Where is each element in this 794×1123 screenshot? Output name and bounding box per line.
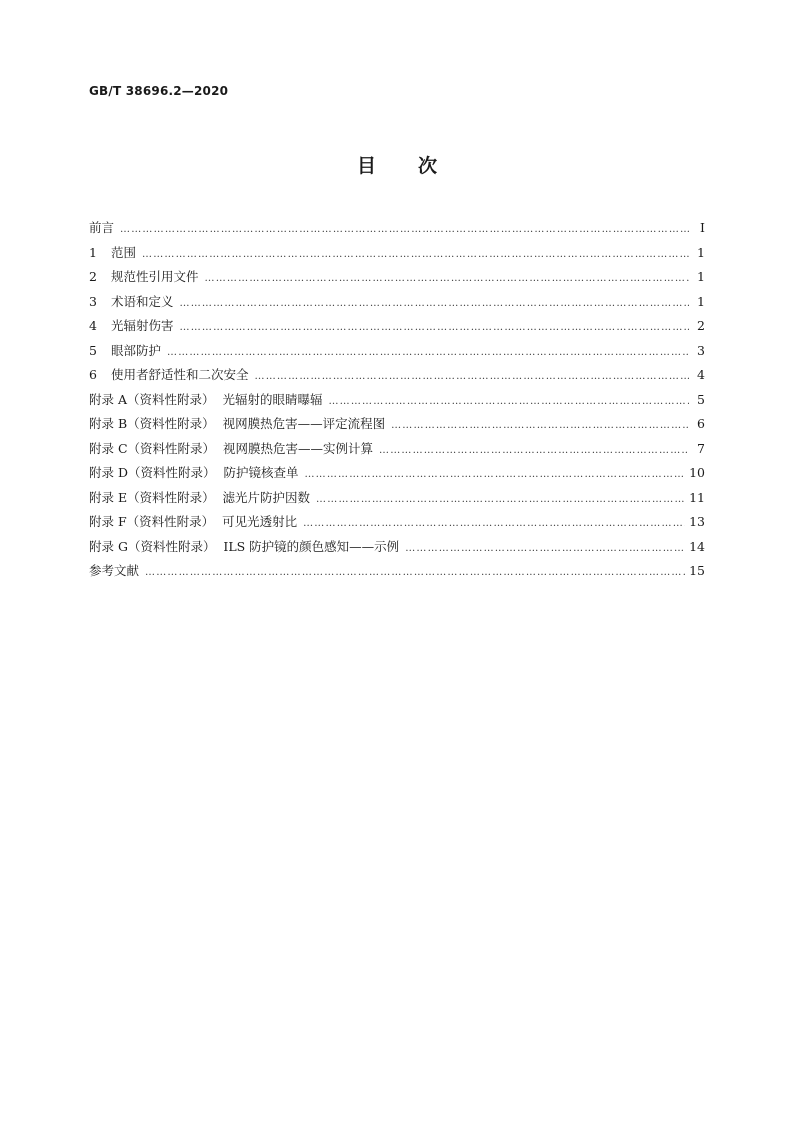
toc-entry-page: I	[700, 220, 705, 235]
toc-entry-label: 附录 B（资料性附录） 视网膜热危害——评定流程图	[89, 416, 386, 431]
toc-entry-number: 3	[89, 293, 97, 309]
toc-leader-dots	[142, 243, 689, 268]
toc-entry[interactable]	[89, 559, 705, 584]
toc-leader-dots	[303, 512, 685, 537]
toc-leader-dots	[255, 365, 689, 390]
toc-entry-page: 1	[697, 244, 705, 260]
toc-entry[interactable]	[89, 265, 705, 290]
toc-leader-dots	[120, 218, 689, 243]
toc-entry[interactable]	[89, 216, 705, 241]
toc-entry[interactable]	[89, 461, 705, 486]
toc-entry[interactable]	[89, 437, 705, 462]
toc-entry-label: 前言	[89, 220, 115, 235]
document-code: GB/T 38696.2—2020	[89, 84, 229, 98]
toc-entry-label: 6 使用者舒适性和二次安全	[89, 363, 249, 388]
toc-entry-label: 附录 E（资料性附录） 滤光片防护因数	[89, 489, 311, 505]
toc-leader-dots	[379, 439, 689, 464]
toc-entry-number: 4	[89, 318, 97, 333]
toc-leader-dots	[145, 561, 685, 586]
toc-entry-label: 附录 A（资料性附录） 光辐射的眼睛曝辐	[89, 391, 323, 407]
toc-entry-page: 6	[697, 416, 705, 431]
toc-entry-label: 附录 C（资料性附录） 视网膜热危害——实例计算	[89, 440, 373, 456]
toc-entry-page: 14	[689, 538, 705, 554]
toc-leader-dots	[167, 341, 689, 366]
toc-entry-label: 附录 G（资料性附录） ILS 防护镜的颜色感知——示例	[89, 538, 400, 554]
toc-entry-label: 4 光辐射伤害	[89, 314, 174, 339]
toc-entry-page: 2	[697, 318, 705, 333]
toc-entry-number: 2	[89, 269, 97, 284]
toc-entry-page: 15	[689, 563, 705, 578]
toc-entry[interactable]	[89, 290, 705, 315]
toc-entry[interactable]	[89, 314, 705, 339]
toc-entry-number: 1	[89, 244, 97, 260]
toc-entry-label: 5 眼部防护	[89, 339, 161, 364]
toc-entry-label: 附录 D（资料性附录） 防护镜核查单	[89, 465, 299, 480]
toc-leader-dots	[405, 537, 685, 562]
toc-leader-dots	[328, 390, 689, 415]
toc-entry[interactable]	[89, 339, 705, 364]
toc-leader-dots	[180, 316, 689, 341]
toc-entry-page: 5	[697, 391, 705, 407]
toc-entry[interactable]	[89, 241, 705, 266]
toc-entry-page: 3	[697, 342, 705, 358]
toc-entry-number: 5	[89, 342, 97, 358]
toc-entry-page: 7	[697, 440, 705, 456]
toc-entry-page: 10	[689, 465, 705, 480]
toc-entry[interactable]	[89, 510, 705, 535]
toc-entry-label: 3 术语和定义	[89, 290, 174, 315]
toc-entry[interactable]	[89, 363, 705, 388]
toc-entry[interactable]	[89, 486, 705, 511]
toc-entry[interactable]	[89, 535, 705, 560]
toc-entry-page: 1	[697, 269, 705, 284]
toc-entry-page: 11	[689, 489, 705, 505]
toc-entry-number: 6	[89, 367, 97, 382]
table-of-contents	[89, 216, 705, 584]
toc-leader-dots	[391, 414, 689, 439]
toc-leader-dots	[316, 488, 685, 513]
toc-entry-label: 1 范围	[89, 241, 136, 266]
toc-entry[interactable]	[89, 388, 705, 413]
toc-entry-label: 附录 F（资料性附录） 可见光透射比	[89, 514, 298, 529]
toc-entry[interactable]	[89, 412, 705, 437]
toc-leader-dots	[180, 292, 689, 317]
page-title: 目次	[356, 155, 479, 177]
toc-entry-page: 1	[697, 293, 705, 309]
toc-leader-dots	[205, 267, 689, 292]
toc-entry-page: 13	[689, 514, 705, 529]
toc-entry-label: 参考文献	[89, 563, 140, 578]
toc-entry-page: 4	[697, 367, 705, 382]
toc-leader-dots	[304, 463, 685, 488]
toc-entry-label: 2 规范性引用文件	[89, 265, 199, 290]
